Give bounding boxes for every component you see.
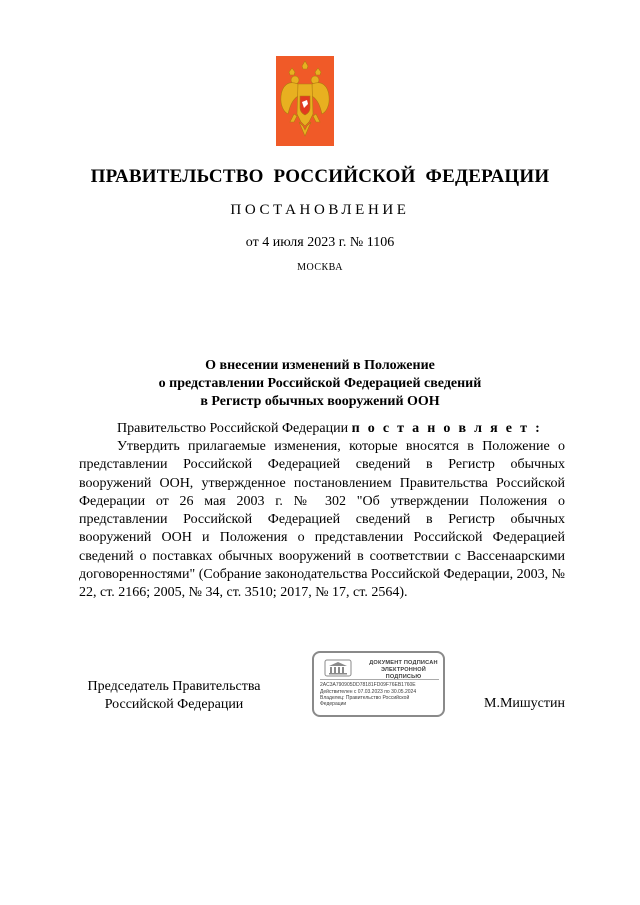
document-type: ПОСТАНОВЛЕНИЕ [230,202,410,218]
stamp-divider [320,679,439,680]
stamp-header [364,660,443,681]
resolves-word: п о с т а н о в л я е т : [351,421,543,436]
electronic-signature-stamp [312,651,445,717]
resolution-body: Утвердить прилагаемые изменения, которые вносятся в Положение о представлении Российской Федерацией сведений в Регистр обычных вооружений ООН, утвержденное постановлением Правительства Российской Федерации от 26 мая 2003 г. № 302 "Об утверждении Положения о представлении Российской Федерацией сведений в Регистр обычных вооружений ООН и Положения о представлении Российской Федерацией сведений о поставках обычных вооружений в соответствии с Вассенаарскими договоренностями" (Собрание законодательства Российской Федерации, 2003, № 22, ст. 2166; 2005, № 34, ст. 3510; 2017, № 17, ст. 2564). [79,439,565,601]
russian-coat-of-arms-icon [276,56,334,146]
position-line-2: Российской Федерации [104,697,244,712]
stamp-header-line-1: ДОКУМЕНТ ПОДПИСАН [369,660,438,666]
position-line-1: Председатель Правительства [87,679,261,694]
stamp-validity: Действителен с 07.03.2023 по 30.05.2024 [320,689,417,695]
intro-text: Правительство Российской Федерации [117,421,352,436]
resolution-intro [79,420,565,438]
title-line-2: о представлении Российской Федерацией сведений [158,376,482,391]
stamp-owner-line-1: Владелец: Правительство Российской [320,695,410,701]
stamp-header-line-2: ЭЛЕКТРОННОЙ ПОДПИСЬЮ [380,667,427,680]
date-and-number: от 4 июля 2023 г. № 1106 [245,235,395,250]
signatory-position [74,678,274,714]
title-line-3: в Регистр обычных вооружений ООН [200,394,440,409]
signatory-name: М.Мишустин [484,696,565,711]
stamp-owner-line-2: Федерации [320,701,347,707]
document-title [0,357,640,411]
title-line-1: О внесении изменений в Положение [205,358,435,373]
stamp-serial: 2AC3A790905DD78181FD09F76EB1760E [320,682,416,688]
government-building-icon [324,659,352,677]
city: МОСКВА [297,262,343,273]
government-heading: ПРАВИТЕЛЬСТВО РОССИЙСКОЙ ФЕДЕРАЦИИ [90,166,550,187]
